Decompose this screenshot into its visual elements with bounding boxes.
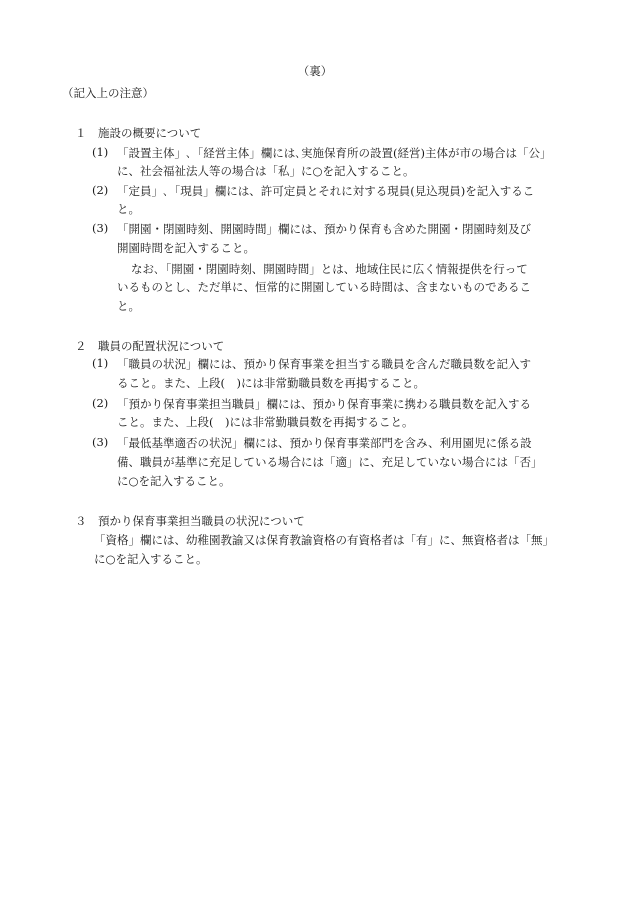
notes-heading: （記入上の注意）	[62, 86, 154, 100]
section-2-item-2-number: (2)	[92, 396, 109, 410]
section-1-item-2-line-2: と。	[117, 202, 140, 216]
section-2-item-1-number: (1)	[92, 356, 109, 370]
section-1-title: １ 施設の概要について	[75, 126, 202, 140]
section-2-item-3-number: (3)	[92, 435, 109, 449]
section-1-item-2-line-1: 「定員」､「現員」欄には、許可定員とそれに対する現員(見込現員)を記入するこ	[117, 184, 535, 198]
section-1-item-3-line-1: 「開園・閉園時刻、開園時間」欄には、預かり保育も含めた開園・閉園時刻及び	[117, 222, 531, 236]
section-1-item-1-line-1: 「設置主体」､「経営主体」欄には､実施保育所の設置(経営)主体が市の場合は「公」	[117, 146, 552, 160]
section-1-item-3-line-3: なお､「開園・閉園時刻、開園時間」とは、地域住民に広く情報提供を行って	[131, 262, 528, 276]
section-2-item-1-line-2: ること。また、上段( )には非常勤職員数を再掲すること。	[117, 376, 425, 390]
section-1-item-1-line-2: に、社会福祉法人等の場合は「私」に○を記入すること。	[117, 164, 415, 178]
section-1-item-3-line-4: いるものとし、ただ単に、恒常的に開園している時間は、含まないものであるこ	[117, 280, 531, 294]
section-2-item-3-line-2: 備、職員が基準に充足している場合には「適」に、充足していない場合には「否」	[117, 455, 543, 469]
section-3-title: ３ 預かり保育事業担当職員の状況について	[75, 514, 305, 528]
page-side-label: （裏）	[297, 64, 333, 78]
section-1-item-3-line-5: と。	[117, 299, 140, 313]
section-2-item-1-line-1: 「職員の状況」欄には、預かり保育事業を担当する職員を含んだ職員数を記入す	[117, 357, 531, 371]
section-1-item-3-number: (3)	[92, 221, 109, 235]
section-3-line-2: に○を記入すること。	[94, 552, 208, 566]
section-1-item-2-number: (2)	[92, 183, 109, 197]
section-2-item-3-line-3: に○を記入すること。	[117, 474, 231, 488]
section-2-item-3-line-1: 「最低基準適否の状況」欄には、預かり保育事業部門を含み、利用園児に係る設	[117, 436, 532, 450]
section-2-item-2-line-2: こと。また、上段( )には非常勤職員数を再掲すること。	[117, 415, 414, 429]
section-3-line-1: 「資格」欄には、幼稚園教諭又は保育教諭資格の有資格者は「有」に、無資格者は「無」	[94, 533, 554, 547]
section-1-item-1-number: (1)	[92, 145, 109, 159]
section-2-title: ２ 職員の配置状況について	[75, 339, 225, 353]
section-2-item-2-line-1: 「預かり保育事業担当職員」欄には、預かり保育事業に携わる職員数を記入する	[117, 397, 531, 411]
section-1-item-3-line-2: 開園時間を記入すること。	[117, 241, 255, 255]
